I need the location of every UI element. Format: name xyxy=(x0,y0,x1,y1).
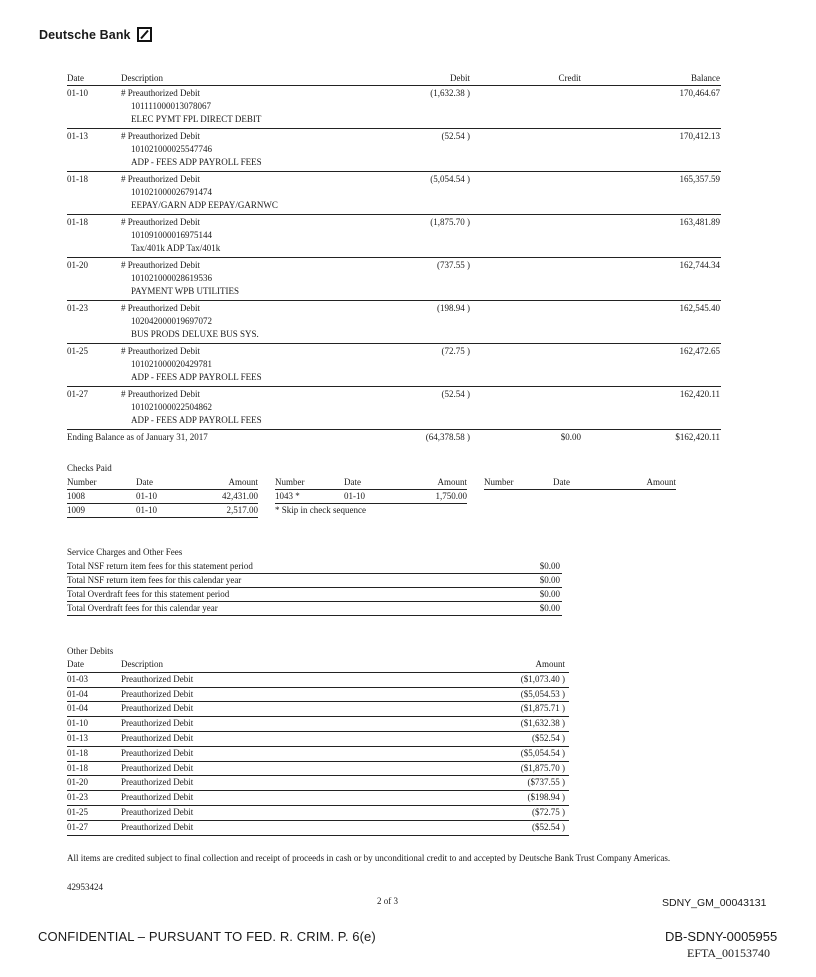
tx-debit: (1,632.38 ) xyxy=(430,88,470,98)
od-date: 01-18 xyxy=(67,747,88,758)
od-date: 01-03 xyxy=(67,673,88,684)
tx-payee: BUS PRODS DELUXE BUS SYS. xyxy=(131,329,259,339)
fee-row xyxy=(67,574,562,588)
od-amount: ($198.94 ) xyxy=(527,792,565,803)
transactions-header xyxy=(67,73,721,86)
tx-debit: (5,054.54 ) xyxy=(430,174,470,184)
transactions-table xyxy=(67,73,721,444)
account-number: 42953424 xyxy=(67,882,103,892)
od-description: Preauthorized Debit xyxy=(121,688,194,699)
tx-balance: 162,744.34 xyxy=(679,260,720,270)
check-number: 1009 xyxy=(67,505,85,515)
tx-debit: (72.75 ) xyxy=(441,346,470,356)
checks-col-amount: Amount xyxy=(228,477,258,487)
fee-amount: $0.00 xyxy=(539,561,560,571)
col-balance: Balance xyxy=(691,73,720,83)
fee-amount: $0.00 xyxy=(539,603,560,613)
tx-balance: 162,545.40 xyxy=(679,303,720,313)
check-date: 01-10 xyxy=(344,491,365,501)
ending-debit-total: (64,378.58 ) xyxy=(425,432,470,442)
tx-date: 01-27 xyxy=(67,389,88,399)
other-debits-header xyxy=(67,658,569,673)
tx-balance: 170,412.13 xyxy=(679,131,720,141)
other-debit-row xyxy=(67,702,569,717)
fee-row xyxy=(67,602,562,616)
fee-label: Total Overdraft fees for this statement period xyxy=(67,589,230,599)
checks-col-number: Number xyxy=(484,477,514,487)
tx-type: # Preauthorized Debit xyxy=(121,346,200,356)
check-row xyxy=(275,491,467,504)
tx-date: 01-20 xyxy=(67,260,88,270)
od-date: 01-04 xyxy=(67,703,88,714)
tx-balance: 165,357.59 xyxy=(679,174,720,184)
od-date: 01-10 xyxy=(67,718,88,729)
ending-credit-total: $0.00 xyxy=(560,432,581,442)
col-description: Description xyxy=(121,73,163,83)
check-row xyxy=(67,505,258,518)
od-amount: ($1,875.71 ) xyxy=(520,703,565,714)
od-description: Preauthorized Debit xyxy=(121,821,194,832)
page-number: 2 of 3 xyxy=(377,896,398,906)
other-debit-row xyxy=(67,688,569,703)
transaction-row xyxy=(67,344,721,387)
other-debit-row xyxy=(67,732,569,747)
od-amount: ($5,054.53 ) xyxy=(520,688,565,699)
col-date: Date xyxy=(67,73,84,83)
tx-payee: ADP - FEES ADP PAYROLL FEES xyxy=(131,157,262,167)
fee-amount: $0.00 xyxy=(539,575,560,585)
od-amount: ($52.54 ) xyxy=(532,732,565,743)
od-description: Preauthorized Debit xyxy=(121,762,194,773)
tx-date: 01-13 xyxy=(67,131,88,141)
checks-col-date: Date xyxy=(136,477,153,487)
checks-col-date: Date xyxy=(553,477,570,487)
checks-col-number: Number xyxy=(67,477,97,487)
transaction-row xyxy=(67,129,721,172)
tx-payee: ADP - FEES ADP PAYROLL FEES xyxy=(131,415,262,425)
od-amount: ($52.54 ) xyxy=(532,821,565,832)
od-description: Preauthorized Debit xyxy=(121,806,194,817)
tx-reference: 101021000028619536 xyxy=(131,273,212,283)
tx-reference: 102042000019697072 xyxy=(131,316,212,326)
fee-label: Total NSF return item fees for this calendar year xyxy=(67,575,242,585)
other-debit-row xyxy=(67,673,569,688)
tx-payee: ADP - FEES ADP PAYROLL FEES xyxy=(131,372,262,382)
tx-balance: 163,481.89 xyxy=(679,217,720,227)
od-date: 01-18 xyxy=(67,762,88,773)
tx-reference: 101111000013078067 xyxy=(131,101,211,111)
od-amount: ($72.75 ) xyxy=(532,806,565,817)
tx-reference: 101021000022504862 xyxy=(131,402,212,412)
checks-header-group-2 xyxy=(275,477,467,490)
checks-header-group-1 xyxy=(67,477,258,490)
od-amount: ($1,875.70 ) xyxy=(520,762,565,773)
od-description: Preauthorized Debit xyxy=(121,747,194,758)
tx-type: # Preauthorized Debit xyxy=(121,88,200,98)
od-date: 01-25 xyxy=(67,806,88,817)
tx-reference: 101021000025547746 xyxy=(131,144,212,154)
col-debit: Debit xyxy=(450,73,470,83)
od-date: 01-13 xyxy=(67,732,88,743)
ending-balance-row xyxy=(67,430,721,444)
col-credit: Credit xyxy=(558,73,581,83)
check-amount: 2,517.00 xyxy=(226,505,258,515)
od-date: 01-23 xyxy=(67,792,88,803)
od-amount: ($1,073.40 ) xyxy=(520,673,565,684)
tx-debit: (198.94 ) xyxy=(437,303,470,313)
tx-type: # Preauthorized Debit xyxy=(121,174,200,184)
fee-amount: $0.00 xyxy=(539,589,560,599)
other-debit-row xyxy=(67,791,569,806)
tx-reference: 101021000026791474 xyxy=(131,187,212,197)
tx-debit: (1,875.70 ) xyxy=(430,217,470,227)
tx-debit: (52.54 ) xyxy=(441,389,470,399)
transaction-row xyxy=(67,301,721,344)
fee-row xyxy=(67,560,562,574)
deutsche-bank-slash-logo-icon xyxy=(137,27,152,42)
other-debit-row xyxy=(67,717,569,732)
transaction-row xyxy=(67,387,721,430)
tx-payee: PAYMENT WPB UTILITIES xyxy=(131,286,240,296)
other-debits-title: Other Debits xyxy=(67,646,114,656)
od-amount: ($737.55 ) xyxy=(527,777,565,788)
tx-debit: (737.55 ) xyxy=(437,260,470,270)
fee-label: Total NSF return item fees for this statement period xyxy=(67,561,253,571)
tx-type: # Preauthorized Debit xyxy=(121,389,200,399)
tx-type: # Preauthorized Debit xyxy=(121,131,200,141)
skip-sequence-note: * Skip in check sequence xyxy=(275,505,366,515)
bank-name: Deutsche Bank xyxy=(39,27,131,42)
check-date: 01-10 xyxy=(136,491,157,501)
check-number: 1043 * xyxy=(275,491,300,501)
credit-disclaimer: All items are credited subject to final collection and receipt of proceeds in cash or by unconditional credit to and accepted by Deutsche Bank Trust Company Americas. xyxy=(67,853,671,863)
tx-payee: Tax/401k ADP Tax/401k xyxy=(131,243,221,253)
od-description: Preauthorized Debit xyxy=(121,703,194,714)
tx-date: 01-23 xyxy=(67,303,88,313)
checks-col-date: Date xyxy=(344,477,361,487)
od-description: Preauthorized Debit xyxy=(121,673,194,684)
tx-reference: 101091000016975144 xyxy=(131,230,212,240)
other-debits-section xyxy=(67,646,569,836)
checks-col-amount: Amount xyxy=(646,477,676,487)
tx-balance: 162,472.65 xyxy=(679,346,720,356)
fee-row xyxy=(67,588,562,602)
other-debit-row xyxy=(67,776,569,791)
od-description: Preauthorized Debit xyxy=(121,732,194,743)
tx-date: 01-25 xyxy=(67,346,88,356)
bank-logo xyxy=(39,27,152,42)
ending-balance-value: $162,420.11 xyxy=(675,432,720,442)
fee-label: Total Overdraft fees for this calendar year xyxy=(67,603,218,613)
tx-date: 01-10 xyxy=(67,88,88,98)
tx-payee: ELEC PYMT FPL DIRECT DEBIT xyxy=(131,114,262,124)
od-col-date: Date xyxy=(67,659,84,669)
check-date: 01-10 xyxy=(136,505,157,515)
service-charges-title: Service Charges and Other Fees xyxy=(67,547,183,557)
confidential-notice: CONFIDENTIAL – PURSUANT TO FED. R. CRIM. P. 6(e) xyxy=(38,929,376,944)
od-date: 01-04 xyxy=(67,688,88,699)
transaction-row xyxy=(67,86,721,129)
other-debit-row xyxy=(67,821,569,836)
transaction-row xyxy=(67,215,721,258)
od-description: Preauthorized Debit xyxy=(121,777,194,788)
other-debit-row xyxy=(67,762,569,777)
tx-reference: 101021000020429781 xyxy=(131,359,212,369)
tx-balance: 170,464.67 xyxy=(679,88,720,98)
efta-number: EFTA_00153740 xyxy=(687,946,771,960)
transaction-row xyxy=(67,258,721,301)
bates-db-sdny: DB-SDNY-0005955 xyxy=(665,929,778,944)
od-date: 01-20 xyxy=(67,777,88,788)
transaction-row xyxy=(67,172,721,215)
checks-paid-title: Checks Paid xyxy=(67,463,112,473)
checks-col-amount: Amount xyxy=(437,477,467,487)
tx-date: 01-18 xyxy=(67,174,88,184)
bates-sdny: SDNY_GM_00043131 xyxy=(662,897,767,909)
od-description: Preauthorized Debit xyxy=(121,792,194,803)
tx-type: # Preauthorized Debit xyxy=(121,217,200,227)
od-col-amount: Amount xyxy=(535,659,565,669)
od-amount: ($5,054.54 ) xyxy=(520,747,565,758)
checks-col-number: Number xyxy=(275,477,305,487)
tx-payee: EEPAY/GARN ADP EEPAY/GARNWC xyxy=(131,200,278,210)
od-col-description: Description xyxy=(121,659,163,669)
tx-debit: (52.54 ) xyxy=(441,131,470,141)
check-amount: 42,431.00 xyxy=(222,491,258,501)
tx-type: # Preauthorized Debit xyxy=(121,303,200,313)
od-amount: ($1,632.38 ) xyxy=(520,718,565,729)
service-charges-section xyxy=(67,547,562,616)
checks-header-group-3 xyxy=(484,477,676,490)
tx-balance: 162,420.11 xyxy=(679,389,720,399)
check-amount: 1,750.00 xyxy=(435,491,467,501)
check-number: 1008 xyxy=(67,491,85,501)
tx-type: # Preauthorized Debit xyxy=(121,260,200,270)
tx-date: 01-18 xyxy=(67,217,88,227)
other-debit-row xyxy=(67,806,569,821)
check-row xyxy=(67,491,258,504)
other-debit-row xyxy=(67,747,569,762)
od-description: Preauthorized Debit xyxy=(121,718,194,729)
ending-balance-label: Ending Balance as of January 31, 2017 xyxy=(67,432,208,442)
od-date: 01-27 xyxy=(67,821,88,832)
